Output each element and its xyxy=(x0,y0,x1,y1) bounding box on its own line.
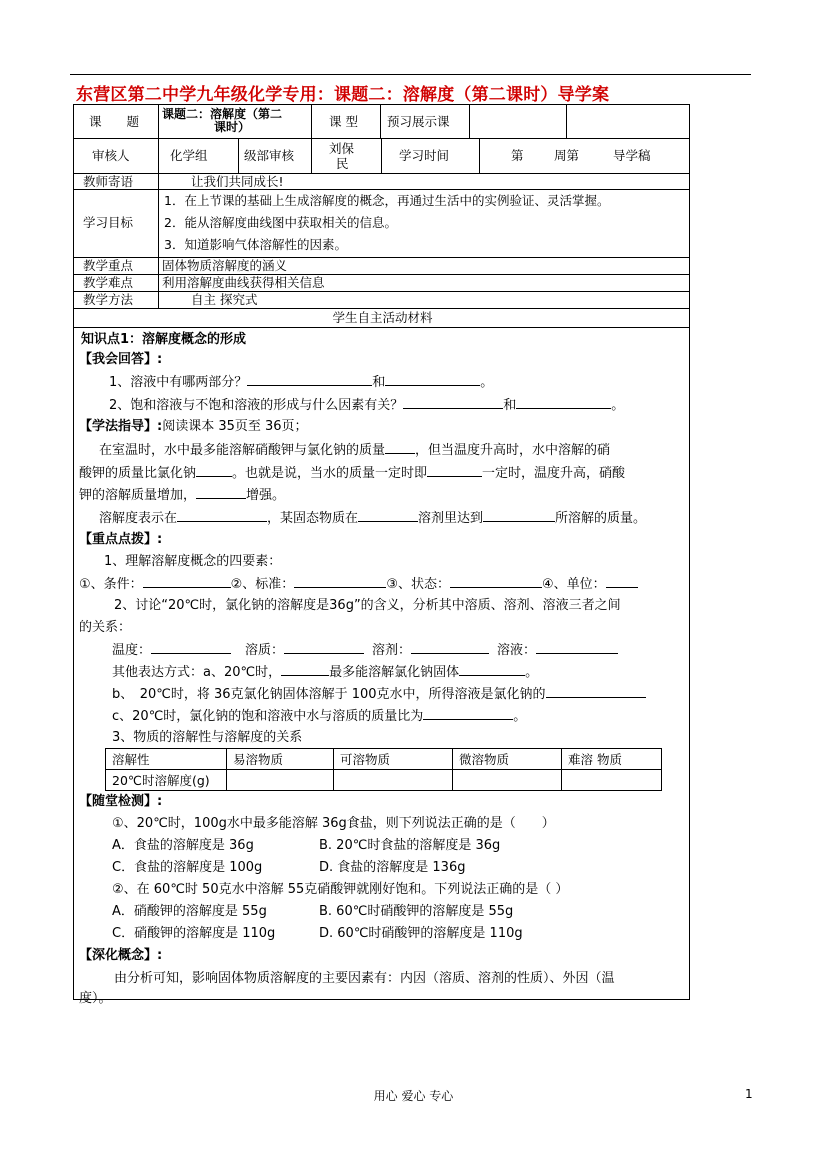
study-guide: 【学法指导】:阅读课本 35页至 36页； xyxy=(79,419,308,434)
paragraph-line-3: 钾的溶解质量增加， 增强。 xyxy=(79,488,286,503)
quiz-q2-option-d: D. 60℃时硝酸钾的溶解度是 110g xyxy=(319,926,523,941)
quiz-q2-option-c: C．硝酸钾的溶解度是 110g xyxy=(112,926,276,941)
person-line2: 民 xyxy=(336,156,349,171)
topic-line1: 课题二：溶解度（第二 xyxy=(162,107,283,121)
reviewer-label: 审核人 xyxy=(92,148,130,163)
paragraph-line-4: 溶解度表示在 ，某固态物质在 溶剂里达到 所溶解的质量。 xyxy=(99,511,647,526)
draft-label: 导学稿 xyxy=(613,148,651,163)
lesson-plan-sheet xyxy=(73,104,690,1006)
goal-2: 2．能从溶解度曲线图中获取相关的信息。 xyxy=(164,215,397,230)
page-number: 1 xyxy=(745,1087,753,1101)
quiz-q1-option-d: D. 食盐的溶解度是 136g xyxy=(319,860,466,875)
alt-expression-b: b、 20℃时，将 36克氯化钠固体溶解于 100克水中，所得溶液是氯化钠的 xyxy=(112,685,646,704)
quiz-q1-option-b: B. 20℃时食盐的溶解度是 36g xyxy=(319,838,501,853)
alt-expression-a: 其他表达方式：a、20℃时， 最多能溶解氯化钠固体 。 xyxy=(112,665,539,680)
table-header: 易溶物质 xyxy=(227,749,334,770)
teacher-msg-label: 教师寄语 xyxy=(83,174,134,189)
quiz-q1: ①、20℃时，100g水中最多能溶解 36g食盐，则下列说法正确的是（ ） xyxy=(112,816,555,831)
table-header: 难溶 物质 xyxy=(562,749,662,770)
alt-expression-c: c、20℃时，氯化钠的饱和溶液中水与溶质的质量比为 。 xyxy=(112,709,527,724)
quiz-q2: ②、在 60℃时 50克水中溶解 55克硝酸钾就刚好饱和。下列说法正确的是（ ） xyxy=(112,882,569,897)
group: 化学组 xyxy=(170,148,208,163)
question-2: 2、饱和溶液与不饱和溶液的形成与什么因素有关？ 和 。 xyxy=(109,398,625,413)
discussion-line-2: 的关系： xyxy=(79,620,132,635)
table-cell xyxy=(453,770,562,791)
goals-label: 学习目标 xyxy=(83,215,134,230)
week-suffix: 周第 xyxy=(554,148,580,163)
grade-review: 级部审核 xyxy=(244,148,295,163)
table-row xyxy=(106,749,662,770)
deepen-line-2: 度）。 xyxy=(79,991,112,1006)
study-time-label: 学习时间 xyxy=(399,148,450,163)
quiz-q2-option-b: B. 60℃时硝酸钾的溶解度是 55g xyxy=(319,904,514,919)
type-value: 预习展示课 xyxy=(387,114,450,129)
four-elements: 1、理解溶解度概念的四要素： xyxy=(104,554,282,569)
person-line1: 刘保 xyxy=(329,141,355,156)
method-label: 教学方法 xyxy=(83,292,134,307)
deepen-title: 【深化概念】: xyxy=(79,948,163,963)
type-label: 课 型 xyxy=(329,114,358,129)
topic-line2: 课时） xyxy=(214,120,251,134)
table-cell xyxy=(334,770,453,791)
table-header: 可溶物质 xyxy=(334,749,453,770)
question-1: 1、溶液中有哪两部分？ 和 。 xyxy=(109,375,494,390)
deepen-line-1: 由分析可知，影响固体物质溶解度的主要因素有：内因（溶质、溶剂的性质）、外因（温 xyxy=(114,971,615,986)
relation-blanks: 温度： 溶质： 溶剂： 溶液： xyxy=(112,641,618,660)
paragraph-line-1: 在室温时，水中最多能溶解硝酸钾与氯化钠的质量 ，但当温度升高时，水中溶解的硝 xyxy=(99,443,611,458)
solubility-table xyxy=(105,748,662,791)
page-footer: 用心 爱心 专心 xyxy=(373,1089,454,1103)
discussion-line-1: 2、讨论“20℃时，氯化钠的溶解度是36g”的含义，分析其中溶质、溶剂、溶液三者之间 xyxy=(114,598,621,613)
goal-3: 3．知道影响气体溶解性的因素。 xyxy=(164,237,347,252)
header-rule xyxy=(70,74,751,75)
difficulty-value: 利用溶解度曲线获得相关信息 xyxy=(162,275,325,290)
key-label: 教学重点 xyxy=(83,258,134,273)
answer-title: 【我会回答】: xyxy=(79,352,163,367)
week-prefix: 第 xyxy=(511,148,524,163)
document-title: 东营区第二中学九年级化学专用：课题二：溶解度（第二课时）导学案 xyxy=(76,85,610,105)
table-header: 溶解性 xyxy=(106,749,227,770)
quiz-q1-option-c: C．食盐的溶解度是 100g xyxy=(112,860,263,875)
four-elements-blanks: ①、条件： ②、标准： ③、状态： ④、单位： xyxy=(79,575,638,594)
difficulty-label: 教学难点 xyxy=(83,275,134,290)
goal-1: 1．在上节课的基础上生成溶解度的概念，再通过生活中的实例验证、灵活掌握。 xyxy=(164,193,610,208)
key-value: 固体物质溶解度的涵义 xyxy=(162,258,288,273)
table-header: 微溶物质 xyxy=(453,749,562,770)
quiz-q2-option-a: A．硝酸钾的溶解度是 55g xyxy=(112,904,267,919)
table-cell xyxy=(227,770,334,791)
solubility-relation: 3、物质的溶解性与溶解度的关系 xyxy=(112,730,303,745)
quiz-q1-option-a: A．食盐的溶解度是 36g xyxy=(112,838,254,853)
knowledge-point-1: 知识点1：溶解度概念的形成 xyxy=(81,332,247,347)
section-title: 学生自主活动材料 xyxy=(332,310,433,325)
teacher-msg: 让我们共同成长! xyxy=(191,174,284,189)
method-value: 自主 探究式 xyxy=(191,292,258,307)
table-cell xyxy=(562,770,662,791)
table-row xyxy=(106,770,662,791)
table-row-label: 20℃时溶解度(g) xyxy=(106,770,227,791)
paragraph-line-2: 酸钾的质量比氯化钠 。也就是说，当水的质量一定时即 一定时，温度升高，硝酸 xyxy=(79,466,626,481)
key-points-title: 【重点点拨】: xyxy=(79,532,163,547)
topic-label: 课 题 xyxy=(89,114,140,129)
quiz-title: 【随堂检测】: xyxy=(79,794,163,809)
